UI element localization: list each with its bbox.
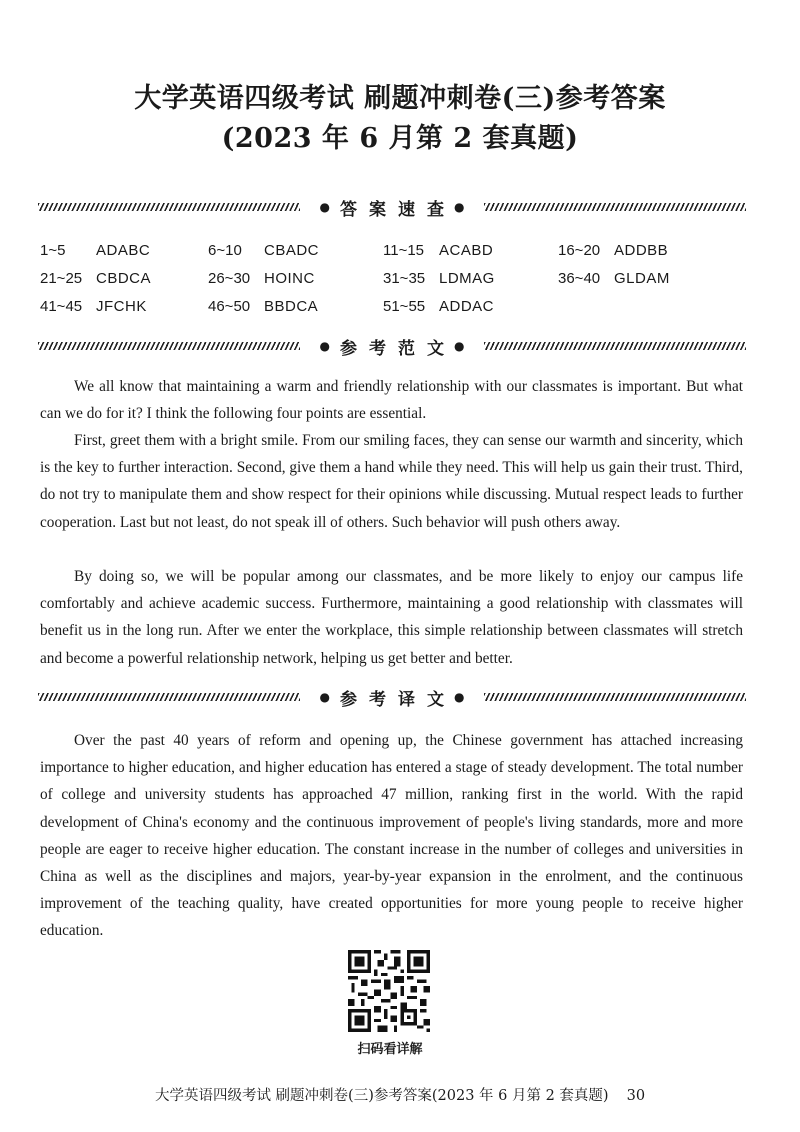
- essay-paragraph-3: By doing so, we will be popular among our classmates, and be more likely to enjoy our campus life comfortably and achieve academic success. Furthermore, maintaining a good relationship with classmates will benefit us in the long run. After we enter the workplace, this simple relationship between classmates will stretch and become a powerful relationship network, helping us get better and better.: [40, 568, 743, 667]
- hatch-divider-left: [38, 203, 300, 211]
- answer-range: 51~55: [383, 297, 426, 315]
- bullet-icon: ●: [319, 339, 330, 353]
- section-title-essay: 参考范文: [340, 338, 456, 359]
- bullet-icon: ●: [319, 200, 330, 214]
- answer-item: [208, 240, 383, 260]
- answer-letters: ACABD: [439, 241, 494, 259]
- section-title-translation: 参考译文: [340, 689, 456, 710]
- section-header-translation: [38, 684, 746, 710]
- answer-range: 46~50: [208, 297, 251, 315]
- answer-range: 26~30: [208, 269, 251, 287]
- answer-item: [383, 296, 558, 316]
- bullet-icon: ●: [319, 690, 330, 704]
- answer-item: [208, 296, 383, 316]
- hatch-divider-right: [484, 693, 746, 701]
- section-header-essay: [38, 333, 746, 359]
- bullet-icon: ●: [454, 339, 465, 353]
- answer-item: [558, 268, 748, 288]
- answer-letters: JFCHK: [96, 297, 147, 315]
- answer-item: [558, 240, 748, 260]
- answer-letters: GLDAM: [614, 269, 670, 287]
- hatch-divider-right: [484, 342, 746, 350]
- answer-item: [208, 268, 383, 288]
- answer-range: 1~5: [40, 241, 66, 259]
- page-title: 大学英语四级考试 刷题冲刺卷(三)参考答案: [134, 83, 666, 114]
- bullet-icon: ●: [454, 690, 465, 704]
- answer-item: [40, 296, 208, 316]
- page-number: 30: [626, 1088, 646, 1104]
- answer-item: [383, 240, 558, 260]
- answer-range: 36~40: [558, 269, 601, 287]
- answer-item: [40, 268, 208, 288]
- hatch-divider-right: [484, 203, 746, 211]
- answer-range: 21~25: [40, 269, 83, 287]
- page-subtitle: (2023 年 6 月第 2 套真题): [221, 123, 579, 154]
- footer-title: 大学英语四级考试 刷题冲刺卷(三)参考答案(2023 年 6 月第 2 套真题): [154, 1088, 609, 1104]
- answer-letters: CBDCA: [96, 269, 152, 287]
- answer-range: 16~20: [558, 241, 601, 259]
- answer-letters: HOINC: [264, 269, 315, 287]
- hatch-divider-left: [38, 342, 300, 350]
- essay-paragraph-1: We all know that maintaining a warm and friendly relationship with our classmates is important. But what can we do for it? I think the following four points are essential.: [40, 378, 743, 423]
- answer-letters: ADDBB: [614, 241, 669, 259]
- answer-item: [383, 268, 558, 288]
- answer-letters: ADABC: [96, 241, 151, 259]
- answer-range: 41~45: [40, 297, 83, 315]
- answer-range: 11~15: [383, 241, 425, 259]
- bullet-icon: ●: [454, 200, 465, 214]
- answer-range: 6~10: [208, 241, 242, 259]
- translation-paragraph: Over the past 40 years of reform and opening up, the Chinese government has attached increasing importance to higher education, and higher education has entered a stage of steady development. The total number of college and university students has approached 47 million, ranking first in the world. With the rapid development of China's economy and the continuous improvement of people's living standards, more and more people are eager to receive higher education. The constant increase in the number of colleges and universities in China as well as the disciplines and majors, year-by-year expansion in the enrolment, and the continuous improvement of the teaching quality, have created opportunities for more young people to receive higher education.: [40, 732, 743, 940]
- section-header-answers: [38, 194, 746, 220]
- answer-range: 31~35: [383, 269, 426, 287]
- answer-letters: BBDCA: [264, 297, 319, 315]
- section-title-answers: 答案速查: [340, 199, 456, 220]
- answer-key-grid: [40, 240, 760, 316]
- hatch-divider-left: [38, 693, 300, 701]
- answer-letters: CBADC: [264, 241, 320, 259]
- answer-letters: LDMAG: [439, 269, 495, 287]
- answer-letters: ADDAC: [439, 297, 495, 315]
- answer-item: [40, 240, 208, 260]
- essay-paragraph-2: First, greet them with a bright smile. From our smiling faces, they can sense our warmth and sincerity, which is the key to further interaction. Second, give them a hand while they need. This will help us gain their trust. Third, do not try to manipulate them and show respect for their opinions while discussing. Mutual respect leads to further cooperation. Last but not least, do not speak ill of others. Such behavior will push others away.: [40, 432, 743, 531]
- qr-code-icon[interactable]: [348, 950, 430, 1032]
- page-footer: [0, 1084, 800, 1105]
- qr-caption: 扫码看详解: [357, 1042, 423, 1057]
